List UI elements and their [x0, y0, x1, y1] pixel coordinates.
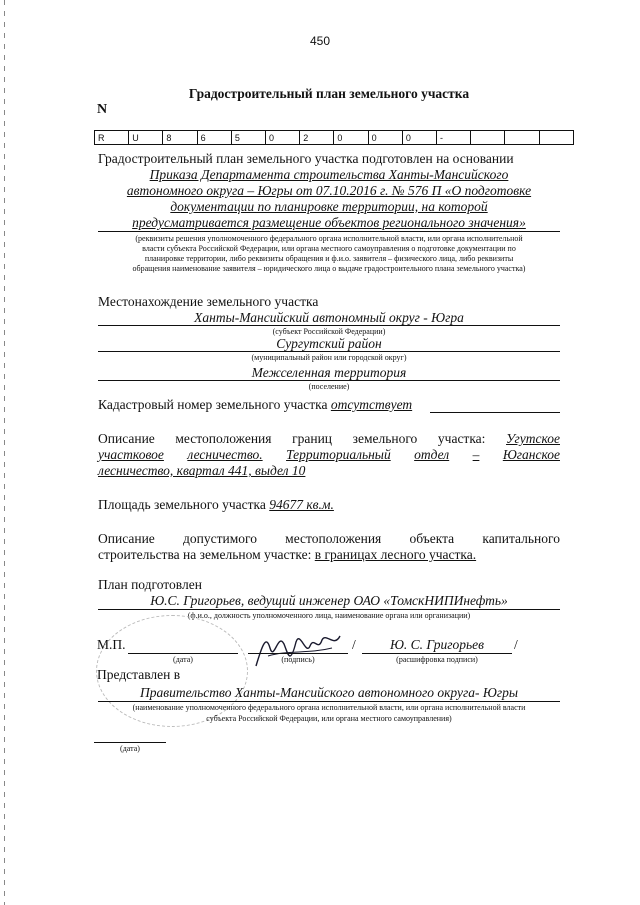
- basis-caption: власти субъекта Российской Федерации, или органа местного самоуправления о подготовке документации по: [142, 244, 516, 253]
- boundaries-word: Территориальный: [286, 447, 391, 462]
- location-settlement-rule: [98, 380, 560, 381]
- presented-label: Представлен в: [97, 667, 181, 682]
- signature-caption: (подпись): [281, 655, 315, 664]
- reg-cell: 0: [368, 131, 402, 145]
- presented-value: Правительство Ханты-Мансийского автономного округа- Югры: [140, 685, 518, 700]
- signature-name: Ю. С. Григорьев: [389, 637, 484, 652]
- signature-rule: [248, 653, 348, 654]
- prepared-value: Ю.С. Григорьев, ведущий инженер ОАО «ТомскНИПИнефть»: [150, 593, 508, 608]
- reg-cell: -: [437, 131, 471, 145]
- basis-line: предусматривается размещение объектов регионального значения»: [132, 215, 526, 230]
- capital-label: строительства на земельном участке:: [98, 547, 312, 562]
- presented-rule: [98, 701, 560, 702]
- boundaries-value: Угутское: [506, 431, 560, 446]
- cadastral-value: отсутствует: [330, 397, 413, 412]
- location-district: Сургутский район: [276, 336, 382, 351]
- presented-caption: субъекта Российской Федерации, или органа местного самоуправления): [206, 714, 452, 723]
- capital-word: Описание: [98, 531, 155, 546]
- reg-cell: [505, 131, 539, 145]
- cadastral-row: [98, 397, 412, 413]
- boundaries-word: Юганское: [502, 447, 560, 462]
- name-rule: [362, 653, 512, 654]
- location-settlement: Межселенная территория: [251, 365, 407, 380]
- basis-caption: планировке территории, либо реквизиты обращения и ф.и.о. заявителя – физического лица, либо реквизиты: [144, 254, 514, 263]
- boundaries-word: Описание: [98, 431, 155, 446]
- capital-line-2: [98, 547, 476, 563]
- capital-line-1: [98, 531, 560, 547]
- location-label: Местонахождение земельного участка: [98, 294, 319, 309]
- basis-line: автономного округа – Югры от 07.10.2016 г. № 576 П «О подготовке: [126, 183, 532, 198]
- boundaries-line-3: лесничество, квартал 441, выдел 10: [98, 463, 306, 478]
- presented-date-rule: [94, 742, 166, 743]
- subject-caption: (субъект Российской Федерации): [272, 327, 386, 336]
- location-district-rule: [98, 351, 560, 352]
- slash-left: /: [352, 637, 356, 652]
- presented-caption: (наименование уполномоченного федерального органа исполнительной власти, или органа исполнительной власти: [132, 703, 526, 712]
- capital-word: капитального: [482, 531, 560, 546]
- name-caption: (расшифровка подписи): [396, 655, 478, 664]
- signature: [248, 626, 348, 676]
- boundaries-word: отдел: [414, 447, 450, 462]
- capital-word: допустимого: [183, 531, 257, 546]
- settlement-caption: (поселение): [308, 382, 350, 391]
- capital-word: объекта: [409, 531, 455, 546]
- basis-caption: (реквизиты решения уполномоченного федерального органа исполнительной власти, или органа исполнительной: [135, 234, 523, 243]
- boundaries-word: –: [472, 447, 480, 462]
- reg-cell: [539, 131, 573, 145]
- cadastral-label: Кадастровый номер земельного участка: [98, 397, 328, 412]
- area-label: Площадь земельного участка: [98, 497, 266, 512]
- boundaries-word: границ: [292, 431, 333, 446]
- prepared-caption: (ф.и.о., должность уполномоченного лица, наименование органа или организации): [187, 611, 471, 620]
- reg-cell: 0: [266, 131, 300, 145]
- basis-label: Градостроительный план земельного участка подготовлен на основании: [98, 151, 514, 166]
- boundaries-word: лесничество.: [187, 447, 263, 462]
- boundaries-word: местоположения: [175, 431, 272, 446]
- scan-edge: [4, 0, 5, 905]
- boundaries-word: земельного: [352, 431, 418, 446]
- reg-cell: 6: [197, 131, 231, 145]
- reg-cell: 0: [334, 131, 368, 145]
- date-rule: [128, 653, 238, 654]
- reg-cell: 0: [402, 131, 436, 145]
- reg-cell: 5: [231, 131, 265, 145]
- basis-line: Приказа Департамента строительства Ханты-Мансийского: [149, 167, 509, 182]
- boundaries-word: участка:: [437, 431, 486, 446]
- capital-word: местоположения: [285, 531, 382, 546]
- reg-cell: [471, 131, 505, 145]
- registration-number-grid: [94, 130, 574, 145]
- basis-rule: [98, 231, 560, 232]
- cadastral-rule: [430, 412, 560, 413]
- boundaries-word: участковое: [98, 447, 164, 462]
- number-sign: N: [97, 102, 108, 117]
- mp-label: М.П.: [97, 637, 126, 652]
- reg-cell: 2: [300, 131, 334, 145]
- slash-right: /: [514, 637, 518, 652]
- prepared-rule: [98, 609, 560, 610]
- location-subject: Ханты-Мансийский автономный округ - Югра: [194, 310, 464, 325]
- presented-date-caption: (дата): [120, 744, 140, 753]
- boundaries-line-2: [98, 447, 560, 463]
- prepared-label: План подготовлен: [98, 577, 202, 592]
- basis-caption: обращения наименование заявителя – юридического лица о выдаче градостроительного плана земельного участка): [132, 264, 526, 273]
- reg-cell: R: [95, 131, 129, 145]
- area-value: 94677 кв.м.: [269, 497, 334, 512]
- area-row: [98, 497, 334, 513]
- boundaries-line-1: [98, 431, 560, 447]
- page-number: 450: [309, 34, 331, 48]
- location-subject-rule: [98, 325, 560, 326]
- basis-line: документации по планировке территории, на которой: [170, 199, 488, 214]
- capital-value: в границах лесного участка.: [314, 547, 477, 562]
- date-caption: (дата): [173, 655, 193, 664]
- reg-cell: 8: [163, 131, 197, 145]
- district-caption: (муниципальный район или городской округ): [251, 353, 407, 362]
- page-title: Градостроительный план земельного участка: [188, 86, 470, 101]
- reg-cell: U: [129, 131, 163, 145]
